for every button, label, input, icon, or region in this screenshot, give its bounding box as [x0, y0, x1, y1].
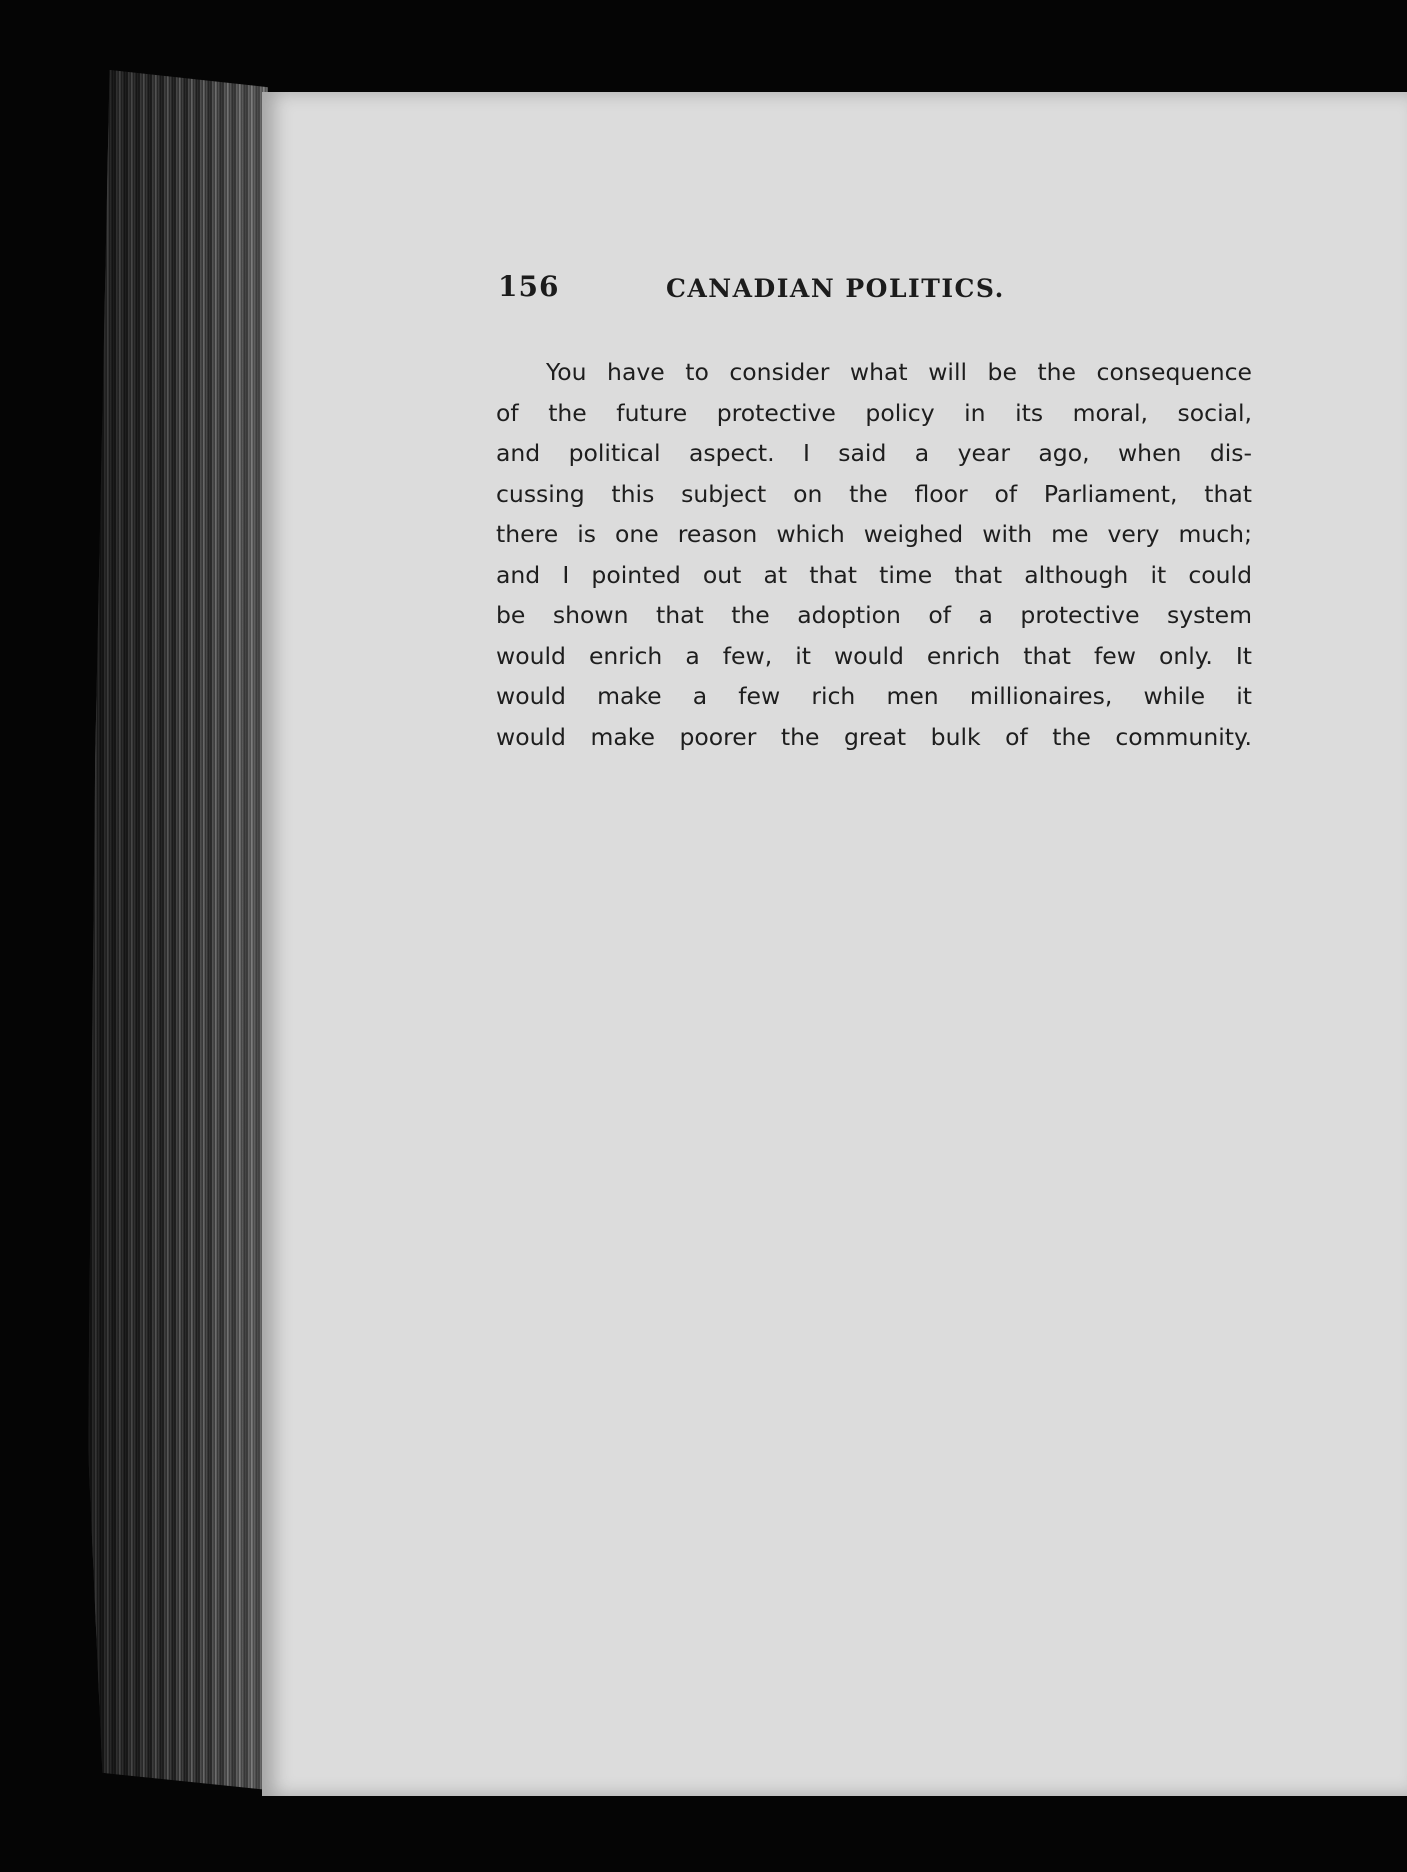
book-page-edges: [88, 70, 268, 1790]
text-line: there is one reason which weighed with me very much;: [496, 520, 1252, 548]
text-line: and political aspect. I said a year ago, when dis-: [496, 439, 1252, 467]
text-line: be shown that the adoption of a protective system: [496, 601, 1252, 629]
text-line: You have to consider what will be the consequence: [546, 358, 1252, 386]
text-line: and I pointed out at that time that although it could: [496, 560, 1252, 589]
text-line: would make a few rich men millionaires, while it: [496, 682, 1252, 710]
page-number: 156: [498, 270, 560, 303]
text-line: would enrich a few, it would enrich that few only. It: [496, 641, 1252, 670]
text-line: cussing this subject on the floor of Parliament, that: [496, 479, 1252, 508]
running-title: CANADIAN POLITICS.: [666, 274, 1005, 303]
running-head: [498, 270, 1058, 310]
text-line: would make poorer the great bulk of the community.: [496, 722, 1252, 751]
body-paragraph: [496, 352, 1252, 757]
text-line: of the future protective policy in its moral, social,: [496, 398, 1252, 427]
page-sheet: [262, 92, 1407, 1796]
